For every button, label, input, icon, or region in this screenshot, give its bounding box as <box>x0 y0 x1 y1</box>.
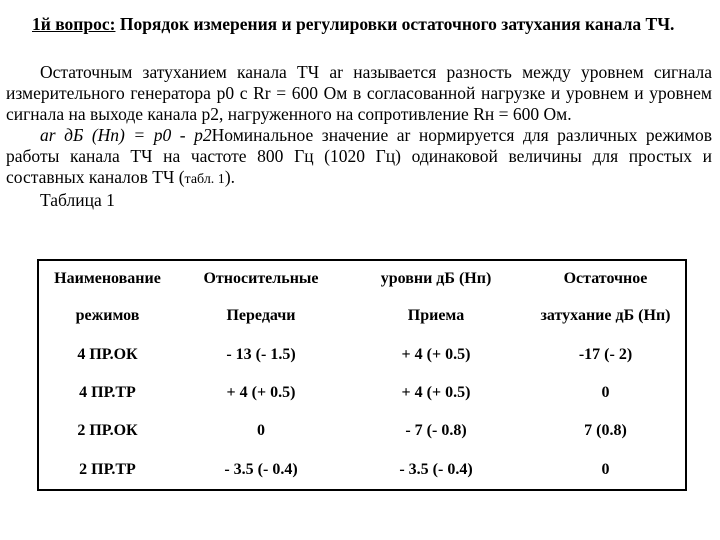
header-cell: затухание дБ (Нп) <box>540 307 671 325</box>
table-cell: - 13 (- 1.5) <box>226 345 296 363</box>
table-cell: + 4 (+ 0.5) <box>226 384 296 402</box>
close-paren: ). <box>224 167 236 187</box>
table-cell: 4 ПР.ОК <box>77 345 138 363</box>
table-row <box>38 412 686 450</box>
table-cell: -17 (- 2) <box>578 345 633 363</box>
table-cell: + 4 (+ 0.5) <box>401 384 471 402</box>
header-cell: Передачи <box>226 307 296 325</box>
table-ref: табл. 1 <box>184 172 225 187</box>
header-cell: режимов <box>75 307 140 325</box>
table-cell: - 3.5 (- 0.4) <box>399 460 473 478</box>
table-caption: Таблица 1 <box>40 190 115 210</box>
table-cell: - 7 (- 0.8) <box>405 422 467 440</box>
body-text <box>6 62 712 211</box>
table-cell: 7 (0.8) <box>584 422 627 440</box>
definition-text: Остаточным затуханием канала ТЧ ar называется разность между уровнем сигнала измерительного генератора р0 с Rr = 600 Ом в согласованной нагрузке и уровнем и уровнем сигнала на выходе канала р2, нагруженного на сопротивление Rн = 600 Ом. <box>6 62 712 124</box>
header-cell: уровни дБ (Нп) <box>380 270 492 288</box>
header-cell: Остаточное <box>563 270 648 288</box>
table-cell: 2 ПР.ТР <box>79 460 136 478</box>
data-table <box>37 259 687 491</box>
header-cell: Наименование <box>54 270 161 288</box>
table-cell: - 3.5 (- 0.4) <box>224 460 298 478</box>
question-text: Порядок измерения и регулировки остаточного затухания канала ТЧ. <box>115 14 675 34</box>
table-cell: 4 ПР.ТР <box>79 384 136 402</box>
table-cell: + 4 (+ 0.5) <box>401 345 471 363</box>
table-row <box>38 374 686 412</box>
formula-text: ar дБ (Нп) = р0 - р2 <box>40 125 212 145</box>
header-cell: Приема <box>407 307 465 325</box>
table-cell: 0 <box>601 384 610 402</box>
table-cell: 0 <box>601 460 610 478</box>
nominal-text: Номинальное значение ar нормируется для различных режимов работы канала ТЧ на частоте 800 Гц (1020 Гц) одинаковой величины для простых и составных каналов ТЧ ( <box>6 125 712 187</box>
header-cell: Относительные <box>203 270 319 288</box>
table-cell: 0 <box>257 422 265 440</box>
header-row <box>38 297 686 335</box>
page-title <box>32 14 712 35</box>
table-cell: 2 ПР.ОК <box>77 422 138 440</box>
table-row <box>38 451 686 490</box>
question-label: 1й вопрос: <box>32 14 116 34</box>
header-row <box>38 260 686 297</box>
table-row <box>38 336 686 374</box>
